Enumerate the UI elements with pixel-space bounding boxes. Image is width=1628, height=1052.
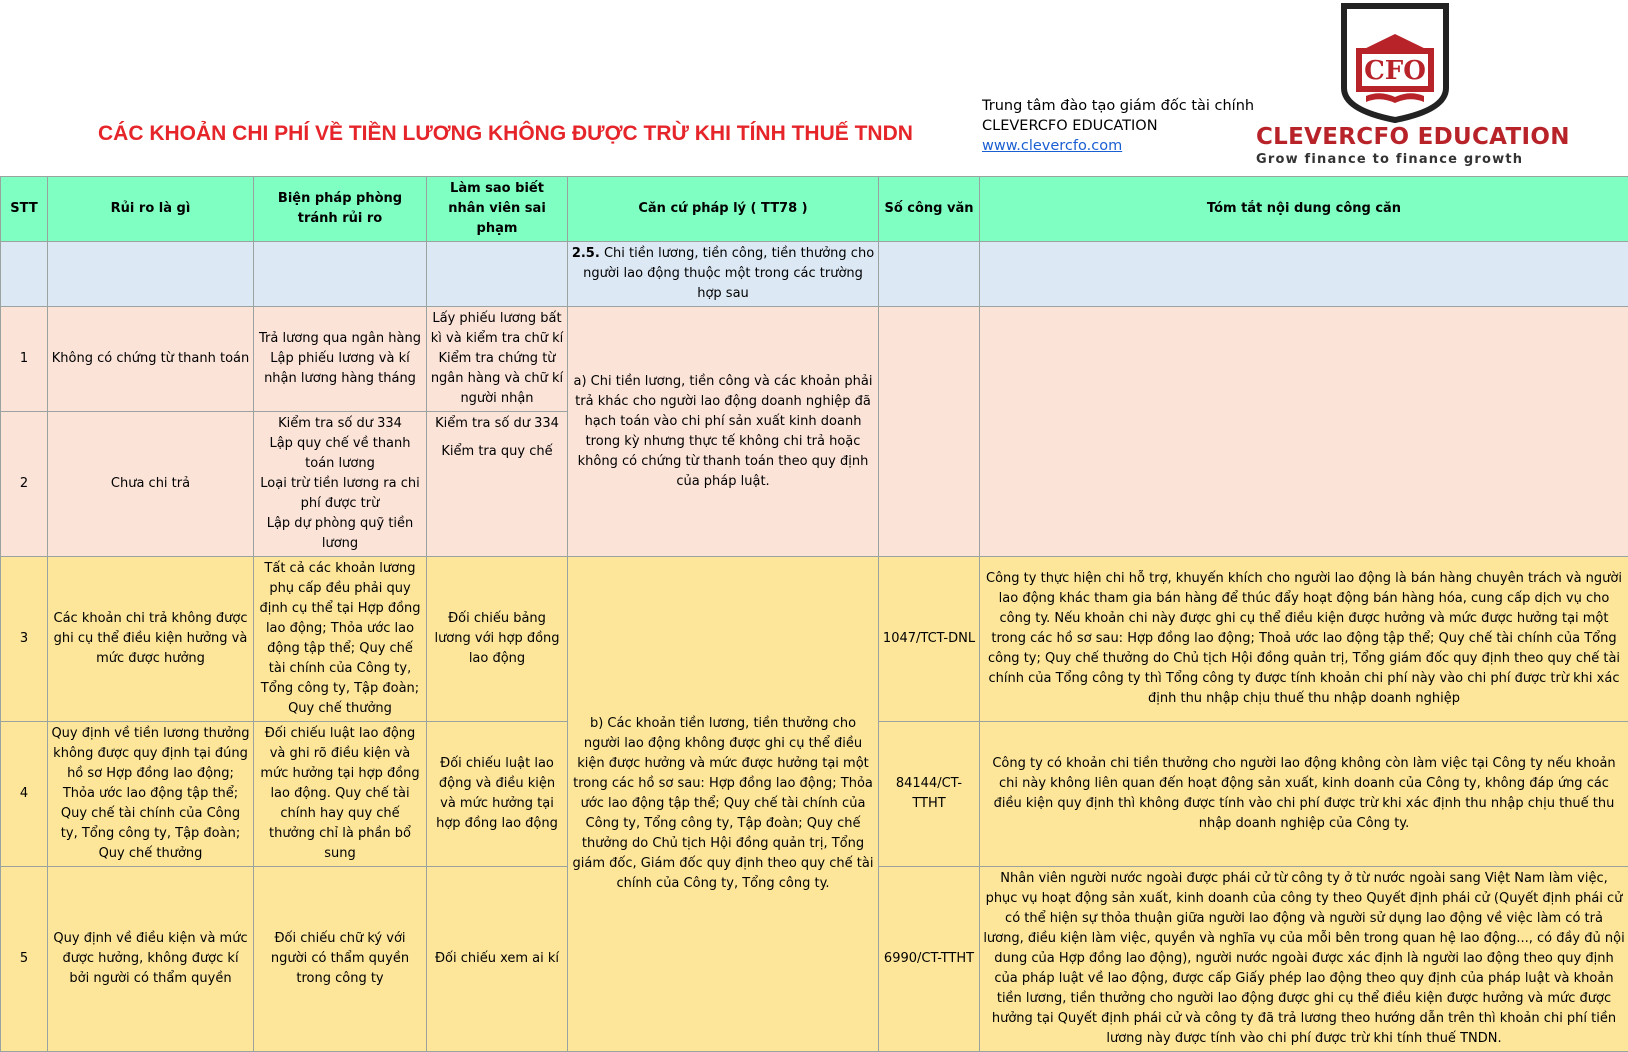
prevent-cell <box>254 412 427 557</box>
stt-cell: 3 <box>1 557 48 722</box>
header-summary: Tóm tắt nội dung công căn <box>980 177 1628 242</box>
detect-line: Kiểm tra số dư 334 <box>430 414 564 434</box>
risk-cell: Quy định về tiền lương thưởng không được quy định tại đúng hồ sơ Hợp đồng lao động; Thỏa ước lao động tập thể; Quy chế tài chính của Công ty, Tổng công ty, Tập đoàn; Quy chế thưởng <box>48 722 254 867</box>
prevent-line: Kiểm tra số dư 334 <box>257 414 423 434</box>
header-risk: Rủi ro là gì <box>48 177 254 242</box>
prevent-line: Trả lương qua ngân hàng <box>257 329 423 349</box>
detect-cell: Đối chiếu xem ai kí <box>427 867 568 1052</box>
logo-badge-text: CFO <box>1364 56 1426 86</box>
detect-line: Lấy phiếu lương bất kì và kiểm tra chữ kí <box>430 309 564 349</box>
page-title: CÁC KHOẢN CHI PHÍ VỀ TIỀN LƯƠNG KHÔNG ĐƯỢC TRỪ KHI TÍNH THUẾ TNDN <box>98 122 913 146</box>
detect-line: Kiểm tra quy chế <box>430 442 564 462</box>
prevent-cell: Đối chiếu luật lao động và ghi rõ điều kiện và mức hưởng tại hợp đồng lao động. Quy chế tài chính hay quy chế thưởng chỉ là phần bổ sung <box>254 722 427 867</box>
prevent-cell: Đối chiếu chữ ký với người có thẩm quyền trong công ty <box>254 867 427 1052</box>
prevent-line: Lập phiếu lương và kí nhận lương hàng tháng <box>257 349 423 389</box>
doc-cell: 1047/TCT-DNL <box>879 557 980 722</box>
header-legal: Căn cứ pháp lý ( TT78 ) <box>568 177 879 242</box>
cost-table <box>0 176 1628 1052</box>
header-prevent: Biện pháp phòng tránh rủi ro <box>254 177 427 242</box>
detect-cell: Đối chiếu bảng lương với hợp đồng lao động <box>427 557 568 722</box>
summary-cell <box>980 307 1628 557</box>
summary-cell: Nhân viên người nước ngoài được phái cử từ công ty ở từ nước ngoài sang Việt Nam làm việc, phục vụ hoạt động sản xuất, kinh doanh của công ty theo Quyết định phái cử (Quyết định phái cử có thể hiện sự thỏa thuận giữa người lao động và người sử dụng lao động về việc làm có trả lương, điều kiện làm việc, quyền và nghĩa vụ của mỗi bên trong quan hệ lao động..., có đầy đủ nội dung của Hợp đồng lao động), người nước ngoài được xác định là người lao động theo quy định của pháp luật về lao động, được cấp Giấy phép lao động theo quy định của pháp luật và khoản tiền lương, tiền thưởng cho người lao động được ghi cụ thể điều kiện được hưởng và mức được hưởng tại Quyết định phái cử và công ty đã trả lương theo hướng dẫn trên thì khoản chi phí tiền lương này được tính vào chi phí được trừ khi tính thuế TNDN. <box>980 867 1628 1052</box>
table-row <box>1 307 1628 412</box>
section-legal-cell <box>568 242 879 307</box>
summary-cell: Công ty thực hiện chi hỗ trợ, khuyến khích cho người lao động là bán hàng chuyên trách và người lao động khác tham gia bán hàng để thúc đẩy hoạt động bán hàng hóa, cung cấp dịch vụ cho công ty. Nếu khoản chi này được ghi cụ thể điều kiện được hưởng và mức được hưởng tại một trong các hồ sơ sau: Hợp đồng lao động; Thoả ước lao động tập thể; Quy chế tài chính của Tổng công ty; Quy chế thưởng do Chủ tịch Hội đồng quản trị, Tổng giám đốc quy định theo quy chế tài chính của Tổng công ty thì Tổng công ty được tính khoản chi phí này vào chi phí được trừ khi xác định thu nhập chịu thuế thu nhập doanh nghiệp <box>980 557 1628 722</box>
table-row <box>1 557 1628 722</box>
detect-cell <box>427 307 568 412</box>
doc-cell <box>879 307 980 557</box>
risk-cell: Quy định về điều kiện và mức được hưởng, không được kí bởi người có thẩm quyền <box>48 867 254 1052</box>
legal-a-cell: a) Chi tiền lương, tiền công và các khoản phải trả khác cho người lao động doanh nghiệp đã hạch toán vào chi phí sản xuất kinh doanh trong kỳ nhưng thực tế không chi trả hoặc không có chứng từ thanh toán theo quy định của pháp luật. <box>568 307 879 557</box>
center-brand-line: CLEVERCFO EDUCATION <box>982 116 1254 136</box>
prevent-line: Loại trừ tiền lương ra chi phí được trừ <box>257 474 423 514</box>
header-detect: Làm sao biết nhân viên sai phạm <box>427 177 568 242</box>
section-cell-empty <box>427 242 568 307</box>
table-header-row <box>1 177 1628 242</box>
stt-cell: 2 <box>1 412 48 557</box>
prevent-line: Lập quy chế về thanh toán lương <box>257 434 423 474</box>
website-link[interactable]: www.clevercfo.com <box>982 138 1122 154</box>
prevent-cell <box>254 307 427 412</box>
detect-cell <box>427 412 568 557</box>
stt-cell: 4 <box>1 722 48 867</box>
section-cell-empty <box>879 242 980 307</box>
legal-b-cell: b) Các khoản tiền lương, tiền thưởng cho người lao động không được ghi cụ thể điều kiện được hưởng và mức được hưởng tại một trong các hồ sơ sau: Hợp đồng lao động; Thỏa ước lao động tập thể; Quy chế tài chính của Công ty, Tổng công ty, Tập đoàn; Quy chế thưởng do Chủ tịch Hội đồng quản trị, Tổng giám đốc, Giám đốc quy định theo quy chế tài chính của Công ty, Tổng công ty. <box>568 557 879 1052</box>
detect-line: Kiểm tra chứng từ ngân hàng và chữ kí người nhận <box>430 349 564 409</box>
risk-cell: Các khoản chi trả không được ghi cụ thể điều kiện hưởng và mức được hưởng <box>48 557 254 722</box>
section-cell-empty <box>254 242 427 307</box>
section-row <box>1 242 1628 307</box>
section-text: Chi tiền lương, tiền công, tiền thưởng cho người lao động thuộc một trong các trường hợp sau <box>583 246 874 301</box>
section-cell-empty <box>1 242 48 307</box>
header-stt: STT <box>1 177 48 242</box>
risk-cell: Không có chứng từ thanh toán <box>48 307 254 412</box>
section-cell-empty <box>48 242 254 307</box>
prevent-cell: Tất cả các khoản lương phụ cấp đều phải quy định cụ thể tại Hợp đồng lao động; Thỏa ước lao động tập thể; Quy chế tài chính của Công ty, Tổng công ty, Tập đoàn; Quy chế thưởng <box>254 557 427 722</box>
stt-cell: 1 <box>1 307 48 412</box>
summary-cell: Công ty có khoản chi tiền thưởng cho người lao động không còn làm việc tại Công ty nếu khoản chi này không liên quan đến hoạt động sản xuất, kinh doanh của Công ty, không đáp ứng các điều kiện quy định thì không được tính vào chi phí được trừ khi xác định thu nhập chịu thuế thu nhập doanh nghiệp của Công ty. <box>980 722 1628 867</box>
doc-cell: 84144/CT-TTHT <box>879 722 980 867</box>
detect-cell: Đối chiếu luật lao động và điều kiện và mức hưởng tại hợp đồng lao động <box>427 722 568 867</box>
prevent-line: Lập dự phòng quỹ tiền lương <box>257 514 423 554</box>
logo-name: CLEVERCFO EDUCATION <box>1256 124 1570 150</box>
center-name-line: Trung tâm đào tạo giám đốc tài chính <box>982 96 1254 116</box>
center-info <box>982 96 1254 156</box>
header-doc: Số công văn <box>879 177 980 242</box>
logo-tagline: Grow finance to finance growth <box>1256 152 1523 167</box>
doc-cell: 6990/CT-TTHT <box>879 867 980 1052</box>
section-number: 2.5. <box>572 246 600 261</box>
risk-cell: Chưa chi trả <box>48 412 254 557</box>
section-cell-empty <box>980 242 1628 307</box>
stt-cell: 5 <box>1 867 48 1052</box>
